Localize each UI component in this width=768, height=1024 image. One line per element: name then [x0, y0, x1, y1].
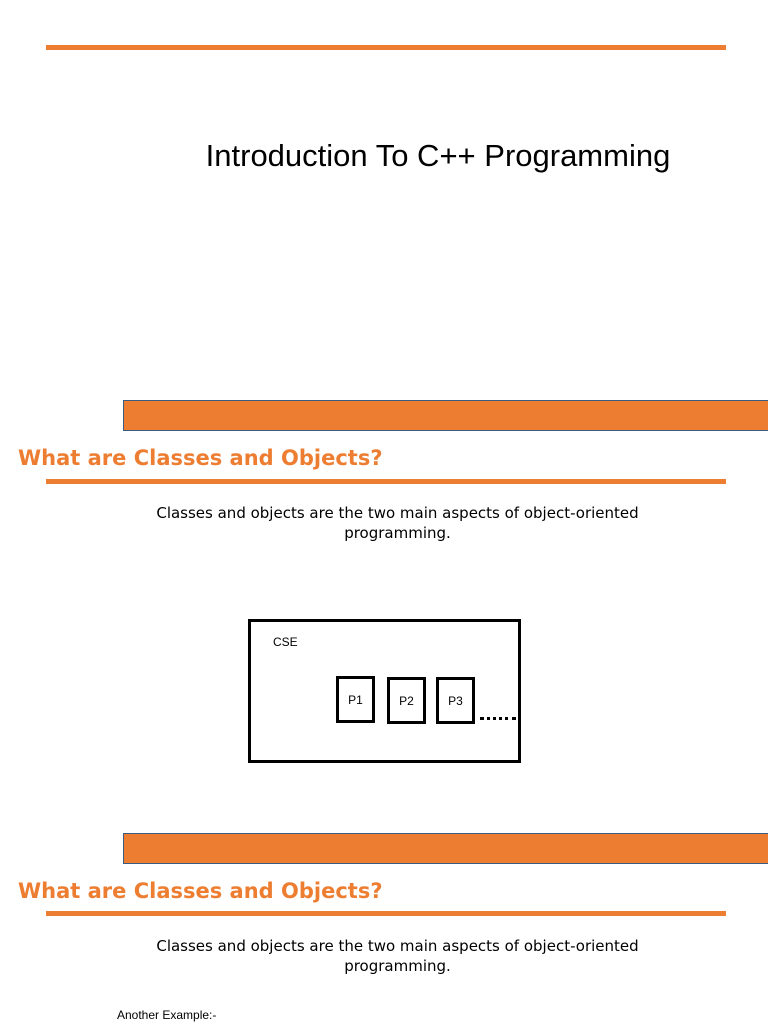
diagram-continuation-dots [480, 717, 516, 720]
section-body-text: Classes and objects are the two main aspects of object-oriented programming. [156, 937, 639, 975]
section-band [123, 400, 768, 431]
example-label: Another Example:- [117, 1008, 217, 1022]
diagram-object-box: P1 [336, 676, 375, 723]
diagram-object-box: P3 [436, 677, 475, 724]
slide-title: Introduction To C++ Programming [205, 138, 671, 173]
section-band [123, 833, 768, 864]
class-diagram [248, 619, 521, 763]
heading-underline [46, 479, 726, 484]
heading-underline [46, 911, 726, 916]
diagram-container-label: CSE [273, 635, 298, 649]
top-accent-line [46, 45, 726, 50]
section-body-text: Classes and objects are the two main aspects of object-oriented programming. [156, 504, 639, 542]
section-heading: What are Classes and Objects? [18, 879, 383, 903]
diagram-object-box: P2 [387, 677, 426, 724]
section-heading: What are Classes and Objects? [18, 446, 383, 470]
